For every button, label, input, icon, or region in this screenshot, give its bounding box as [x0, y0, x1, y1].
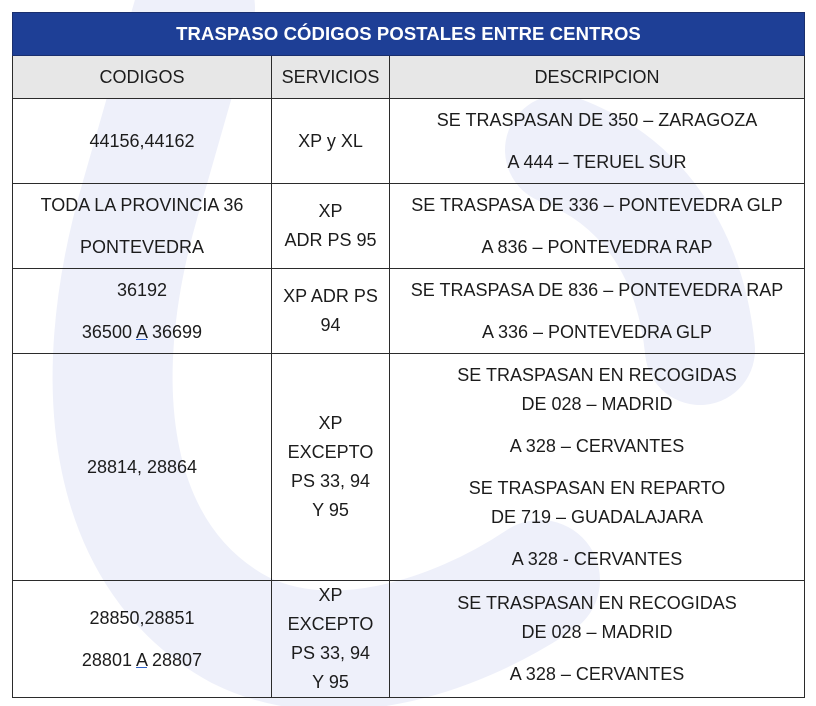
cell-codigos — [13, 99, 272, 184]
description-line: A 336 – PONTEVEDRA GLP — [481, 321, 713, 342]
code-line: 28814, 28864 — [86, 456, 198, 477]
service-line: 94 — [320, 315, 341, 335]
description-line: A 328 - CERVANTES — [511, 548, 683, 569]
service-line: EXCEPTO — [287, 442, 374, 462]
cell-codigos — [13, 184, 272, 269]
cell-descripcion — [390, 354, 805, 581]
description-line: DE 028 – MADRID — [521, 622, 673, 642]
service-line: XP ADR PS — [283, 286, 378, 306]
cell-codigos — [13, 354, 272, 581]
table-row — [13, 99, 805, 184]
header-descripcion: DESCRIPCION — [390, 56, 805, 99]
service-line: XP — [318, 585, 343, 605]
description-line: SE TRASPASAN EN RECOGIDAS — [457, 593, 737, 613]
code-range-line: 28801 A 28807 — [81, 649, 203, 670]
description-line: SE TRASPASA DE 336 – PONTEVEDRA GLP — [411, 194, 783, 215]
cell-descripcion — [390, 269, 805, 354]
description-line: SE TRASPASAN EN REPARTO — [468, 477, 726, 498]
code-range-line: 36500 A 36699 — [81, 321, 203, 342]
range-separator: A — [135, 321, 147, 342]
description-line: SE TRASPASAN DE 350 – ZARAGOZA — [436, 109, 758, 130]
table-row — [13, 354, 805, 581]
service-line: ADR PS 95 — [284, 230, 377, 250]
table-row — [13, 269, 805, 354]
service-line: XP — [318, 413, 343, 433]
table-title: TRASPASO CÓDIGOS POSTALES ENTRE CENTROS — [13, 13, 805, 56]
description-line: SE TRASPASA DE 836 – PONTEVEDRA RAP — [410, 279, 784, 300]
cell-codigos — [13, 269, 272, 354]
code-line: PONTEVEDRA — [79, 236, 205, 257]
service-line: PS 33, 94 — [290, 471, 371, 491]
service-line: Y 95 — [312, 500, 349, 520]
description-line: DE 028 – MADRID — [521, 393, 673, 414]
postal-code-transfer-table — [12, 12, 805, 698]
description-line: DE 719 – GUADALAJARA — [490, 506, 704, 527]
header-codigos: CODIGOS — [13, 56, 272, 99]
cell-servicios — [272, 184, 390, 269]
range-separator: A — [135, 649, 147, 670]
cell-servicios — [272, 354, 390, 581]
code-line: TODA LA PROVINCIA 36 — [40, 194, 244, 215]
description-line: SE TRASPASAN EN RECOGIDAS — [457, 364, 737, 385]
cell-descripcion — [390, 184, 805, 269]
cell-servicios — [272, 581, 390, 698]
cell-descripcion — [390, 99, 805, 184]
service-line: EXCEPTO — [287, 614, 374, 634]
description-line: A 836 – PONTEVEDRA RAP — [481, 236, 713, 257]
description-line: A 444 – TERUEL SUR — [507, 151, 687, 172]
table-row — [13, 581, 805, 698]
cell-descripcion — [390, 581, 805, 698]
table-row — [13, 184, 805, 269]
description-line: A 328 – CERVANTES — [509, 664, 685, 684]
header-servicios: SERVICIOS — [272, 56, 390, 99]
code-line: 36192 — [116, 279, 168, 300]
cell-codigos — [13, 581, 272, 698]
service-line: XP — [318, 201, 343, 221]
cell-servicios — [272, 99, 390, 184]
service-line: Y 95 — [312, 672, 349, 692]
service-line: PS 33, 94 — [290, 643, 371, 663]
service-line: XP y XL — [298, 130, 363, 151]
description-line: A 328 – CERVANTES — [509, 435, 685, 456]
code-line: 44156,44162 — [89, 130, 195, 151]
cell-servicios — [272, 269, 390, 354]
code-line: 28850,28851 — [89, 607, 195, 628]
